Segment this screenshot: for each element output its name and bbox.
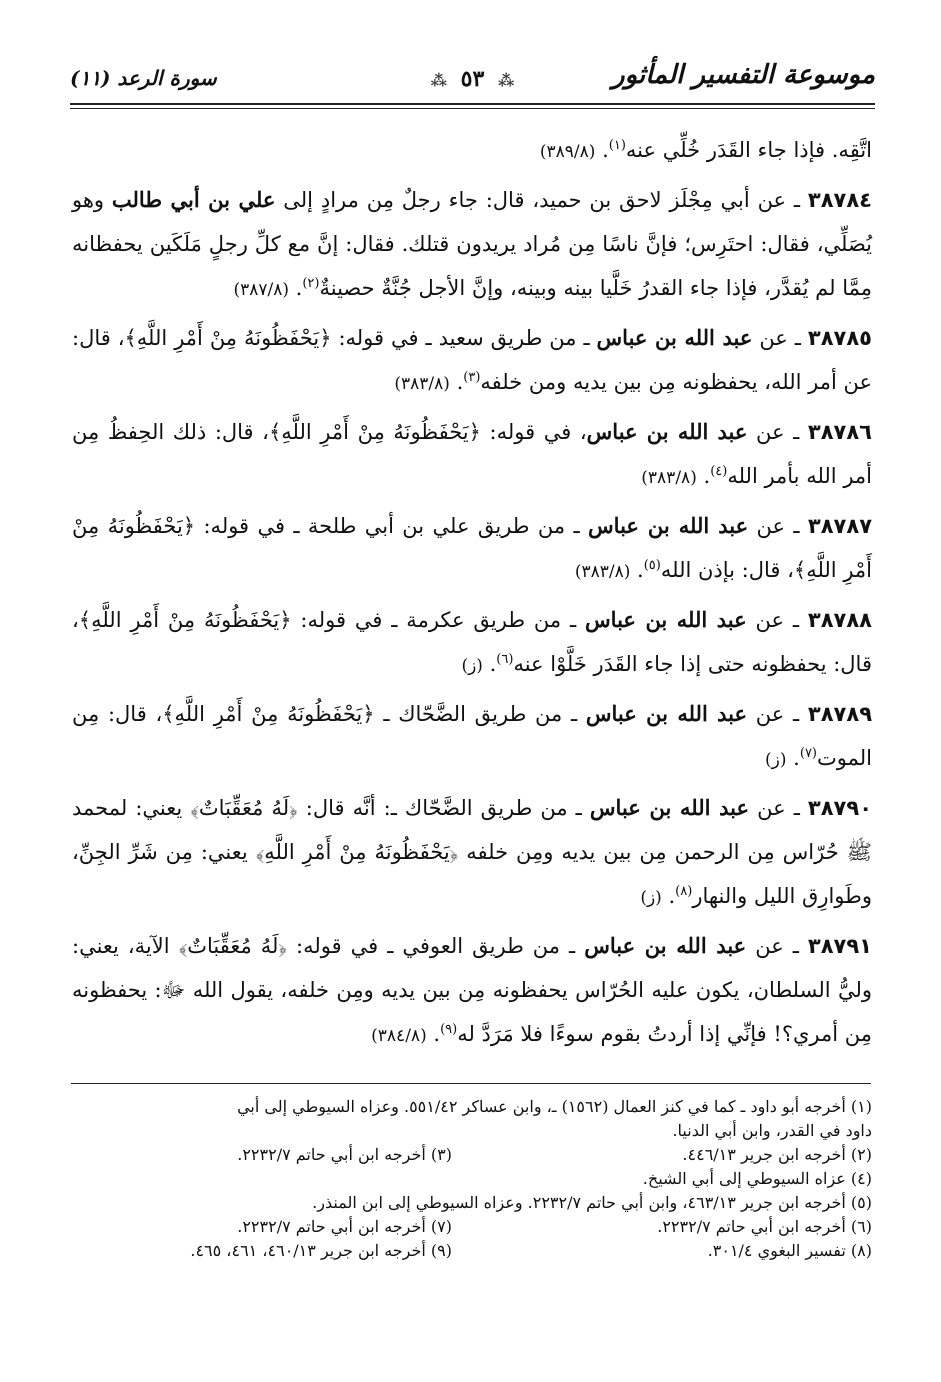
volume-reference: (٣٨٣/٨)	[574, 562, 631, 582]
entry-number: ٣٨٧٨٦	[807, 420, 872, 444]
footnote-marker: (٣)	[463, 370, 481, 385]
footnote-marker: (٧)	[799, 746, 817, 761]
narrator-name: عبد الله بن عباس	[588, 513, 749, 538]
footnote-3: (٣) أخرجه ابن أبي حاتم ٢٢٣٢/٧.	[237, 1145, 452, 1164]
footnote-marker: (٩)	[440, 1022, 458, 1037]
entry-text: ـ من طريق العوفي ـ في قوله: ﴿لَهُ مُعَقِّبَاتٌ﴾ الآية، يعني: وليُّ السلطان، يكون عليه الحُرّاس يحفظونه مِن بين يديه ومِن خلفه، يقول الله ﷻ: يحفظونه مِن أمري؟! فإنِّي إذا أردتُ بقوم سوءًا فلا مَرَدَّ له	[72, 934, 872, 1046]
running-header	[70, 60, 875, 102]
footnote-row	[72, 1215, 872, 1239]
footnote-row	[72, 1239, 872, 1263]
entry-number: ٣٨٧٨٤	[807, 188, 872, 212]
footnote-row	[72, 1143, 872, 1167]
entry-0	[72, 128, 872, 174]
entry-38790	[72, 786, 872, 920]
entry-38784	[72, 178, 872, 312]
entry-text: ـ من طريق علي بن أبي طلحة ـ في قوله: ﴿يَحْفَظُونَهُ مِنْ أَمْرِ اللَّهِ﴾، قال: بإذن الله	[72, 514, 872, 582]
entry-text: ـ عن	[747, 420, 800, 444]
volume-reference: (ز)	[765, 750, 787, 770]
entry-text: ـ من طريق عكرمة ـ في قوله: ﴿يَحْفَظُونَهُ مِنْ أَمْرِ اللَّهِ﴾، قال: يحفظونه حتى إذا جاء القَدَر خَلَّوْا عنه	[72, 608, 872, 676]
entry-text: ـ عن	[747, 702, 800, 726]
entry-38789	[72, 692, 872, 782]
entry-number: ٣٨٧٩٠	[807, 796, 873, 820]
footnote-9: (٩) أخرجه ابن جرير ٤٦٠/١٣، ٤٦١، ٤٦٥.	[190, 1241, 452, 1260]
entry-text: ـ من طريق سعيد ـ في قوله: ﴿يَحْفَظُونَهُ مِنْ أَمْرِ اللَّهِ﴾، قال: عن أمر الله، يحفظونه مِن بين يديه ومن خلفه	[72, 326, 872, 394]
volume-reference: (٣٨٤/٨)	[371, 1026, 427, 1046]
entry-text: ـ عن	[746, 608, 800, 632]
entry-text: ـ من طريق الضَّحّاك ـ ﴿يَحْفَظُونَهُ مِنْ أَمْرِ اللَّهِ﴾، قال: مِن الموت	[72, 702, 872, 770]
entry-38786	[72, 410, 872, 500]
volume-reference: (٣٨٧/٨)	[233, 280, 289, 300]
footnote-marker: (١)	[608, 138, 626, 153]
volume-reference: (٣٨٩/٨)	[539, 142, 596, 162]
entry-text: وهو يُصَلِّي، فقال: احتَرِس؛ فإنَّ ناسًا مِن مُراد يريدون قتلك. فقال: إنَّ مع كلِّ رجلٍ مَلَكَين يحفظانه مِمَّا لم يُقدَّر، فإذا جاء القدرُ خَلَّيا بينه وبينه، وإنَّ الأجل جُنَّةٌ حصينةٌ	[72, 188, 872, 300]
entry-text: ـ من طريق الضَّحّاك ـ: أنَّه قال: ﴿لَهُ مُعَقِّبَاتٌ﴾ يعني: لمحمد ﷺ حُرّاس مِن الرحمن مِن بين يديه ومِن خلفه ﴿يَحْفَظُونَهُ مِنْ أَمْرِ اللَّهِ﴾ يعني: مِن شَرِّ الجِنِّ، وطَوارِق الليل والنهار	[72, 796, 872, 908]
page-number: ٥٣	[460, 66, 485, 92]
surah-reference: سورة الرعد (١١)	[70, 66, 217, 90]
entry-text: ـ عن	[749, 796, 800, 820]
entry-text: ـ عن أبي مِجْلَز لاحق بن حميد، قال: جاء رجلٌ مِن مرادٍ إلى	[275, 188, 801, 212]
entry-text: .	[426, 1022, 441, 1046]
narrator-name: عبد الله بن عباس	[585, 701, 748, 726]
entry-number: ٣٨٧٩١	[807, 934, 872, 958]
footnote-5: (٥) أخرجه ابن جرير ٤٦٣/١٣، وابن أبي حاتم ٢٢٣٢/٧. وعزاه السيوطي إلى ابن المنذر.	[312, 1193, 872, 1212]
entry-text: .	[786, 746, 800, 770]
entry-text: ـ عن	[752, 326, 801, 350]
narrator-name: عبد الله بن عباس	[586, 419, 748, 444]
entry-text: .	[288, 276, 303, 300]
entry-38785	[72, 316, 872, 406]
entry-text: .	[595, 138, 609, 162]
entry-text: .	[449, 370, 464, 394]
narrator-name: عبد الله بن عباس	[585, 607, 747, 632]
footnote-2: (٢) أخرجه ابن جرير ٤٤٦/١٣.	[682, 1145, 872, 1164]
entry-text: .	[630, 558, 644, 582]
narrator-name: عبد الله بن عباس	[584, 933, 747, 958]
entry-text: ، في قوله: ﴿يَحْفَظُونَهُ مِنْ أَمْرِ اللَّهِ﴾، قال: ذلك الحِفظُ مِن أمر الله بأمر الله	[72, 420, 872, 488]
entry-number: ٣٨٧٨٨	[807, 608, 872, 632]
footnote-marker: (٦)	[496, 652, 514, 667]
narrator-name: عبد الله بن عباس	[589, 795, 750, 820]
main-text	[72, 128, 872, 1062]
footnote-marker: (٨)	[675, 884, 693, 899]
entry-text: .	[661, 884, 676, 908]
footnote-separator	[71, 1083, 871, 1084]
book-title: موسوعة التفسير المأثور	[612, 60, 875, 90]
footnote-marker: (٥)	[643, 558, 661, 573]
entry-number: ٣٨٧٨٥	[807, 326, 872, 350]
footnotes	[72, 1095, 872, 1263]
entry-text: اتَّقِه. فإذا جاء القَدَر خُلِّي عنه	[625, 138, 872, 162]
footnote-1-cont: داود في القدر، وابن أبي الدنيا.	[672, 1121, 872, 1140]
entry-text: .	[696, 464, 711, 488]
entry-38791	[72, 924, 872, 1058]
narrator-name: علي بن أبي طالب	[111, 187, 276, 212]
footnote-1: (١) أخرجه أبو داود ـ كما في كنز العمال (١٥٦٢) ـ، وابن عساكر ٥٥١/٤٢. وعزاه السيوطي إلى أبي	[237, 1097, 872, 1116]
header-rule	[70, 103, 875, 109]
footnote-8: (٨) تفسير البغوي ٣٠١/٤.	[707, 1241, 872, 1260]
footnote-6: (٦) أخرجه ابن أبي حاتم ٢٢٣٢/٧.	[657, 1217, 872, 1236]
entry-number: ٣٨٧٨٧	[807, 514, 873, 538]
entry-text: ـ عن	[748, 514, 800, 538]
ornament-icon: ⁂	[430, 71, 447, 90]
narrator-name: عبد الله بن عباس	[596, 325, 753, 350]
volume-reference: (٣٨٣/٨)	[641, 468, 697, 488]
entry-text: ـ عن	[746, 934, 799, 958]
footnote-4: (٤) عزاه السيوطي إلى أبي الشيخ.	[642, 1169, 872, 1188]
footnote-7: (٧) أخرجه ابن أبي حاتم ٢٢٣٢/٧.	[237, 1217, 452, 1236]
entry-number: ٣٨٧٨٩	[807, 702, 873, 726]
entry-38788	[72, 598, 872, 688]
volume-reference: (ز)	[461, 656, 483, 676]
footnote-marker: (٢)	[302, 276, 320, 291]
ornament-icon: ⁂	[497, 71, 515, 90]
entry-38787	[72, 504, 872, 594]
volume-reference: (٣٨٣/٨)	[394, 374, 450, 394]
footnote-marker: (٤)	[710, 464, 728, 479]
entry-text: .	[482, 652, 497, 676]
volume-reference: (ز)	[640, 888, 662, 908]
